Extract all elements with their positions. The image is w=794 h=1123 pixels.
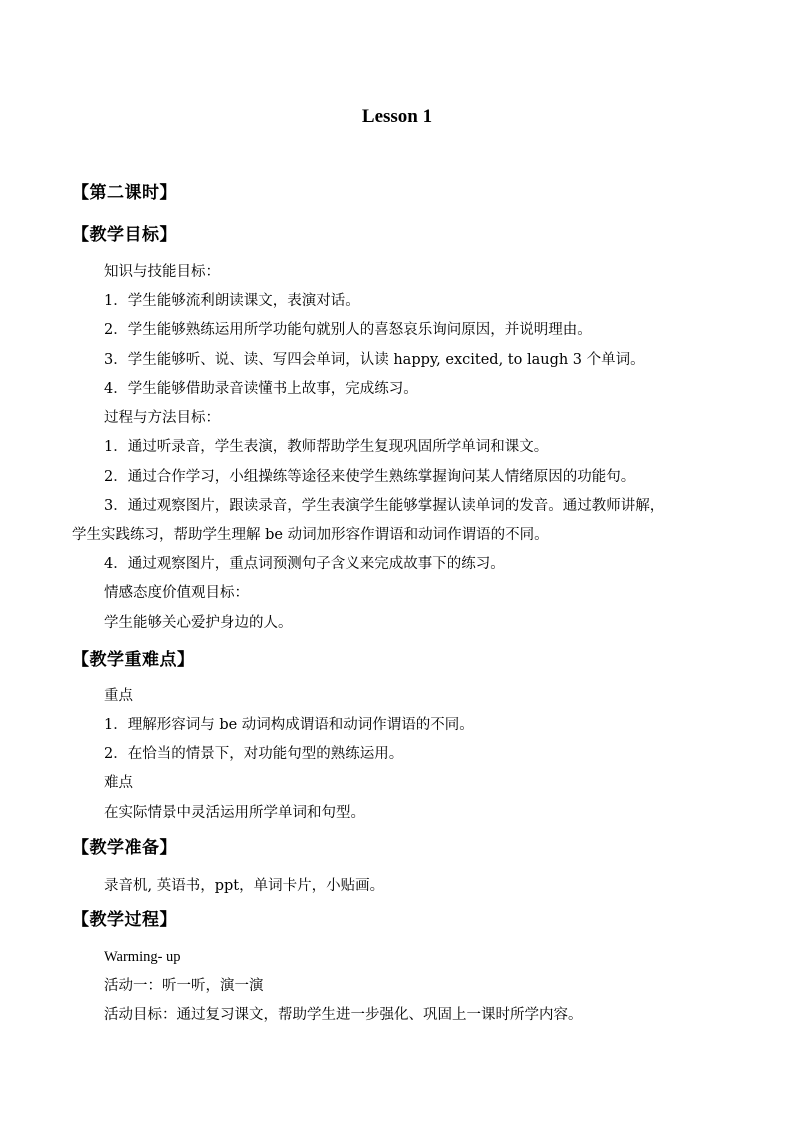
section-period: 【第二课时】 bbox=[72, 183, 177, 203]
method-title: 过程与方法目标： bbox=[104, 410, 220, 426]
knowledge-item-3: 3．学生能够听、说、读、写四会单词，认读 happy, excited, to laugh 3 个单词。 bbox=[104, 352, 645, 368]
key-title: 重点 bbox=[104, 688, 133, 704]
knowledge-item-4: 4．学生能够借助录音读懂书上故事，完成练习。 bbox=[104, 381, 418, 397]
section-preparation: 【教学准备】 bbox=[72, 838, 177, 858]
knowledge-item-2: 2．学生能够熟练运用所学功能句就别人的喜怒哀乐询问原因，并说明理由。 bbox=[104, 322, 592, 338]
section-keypoints: 【教学重难点】 bbox=[72, 650, 195, 670]
emotion-title: 情感态度价值观目标： bbox=[104, 585, 249, 601]
method-item-1: 1．通过听录音，学生表演，教师帮助学生复现巩固所学单词和课文。 bbox=[104, 439, 549, 455]
section-process: 【教学过程】 bbox=[72, 910, 177, 930]
section-objectives: 【教学目标】 bbox=[72, 225, 177, 245]
difficulty-title: 难点 bbox=[104, 775, 133, 791]
preparation-items: 录音机, 英语书，ppt，单词卡片，小贴画。 bbox=[104, 878, 385, 894]
activity-1-title: 活动一：听一听，演一演 bbox=[104, 978, 264, 994]
emotion-item-1: 学生能够关心爱护身边的人。 bbox=[104, 615, 293, 631]
difficulty-item-1: 在实际情景中灵活运用所学单词和句型。 bbox=[104, 805, 365, 821]
warmup-label: Warming- up bbox=[104, 949, 181, 965]
knowledge-title: 知识与技能目标： bbox=[104, 264, 220, 280]
key-item-1: 1．理解形容词与 be 动词构成谓语和动词作谓语的不同。 bbox=[104, 717, 474, 733]
activity-1-goal: 活动目标：通过复习课文，帮助学生进一步强化、巩固上一课时所学内容。 bbox=[104, 1007, 583, 1023]
page-title: Lesson 1 bbox=[361, 106, 433, 127]
method-item-4: 4．通过观察图片，重点词预测句子含义来完成故事下的练习。 bbox=[104, 556, 505, 572]
method-item-3b: 学生实践练习，帮助学生理解 be 动词加形容作谓语和动词作谓语的不同。 bbox=[72, 527, 549, 543]
method-item-3a: 3．通过观察图片，跟读录音，学生表演学生能够掌握认读单词的发音。通过教师讲解， bbox=[104, 498, 665, 514]
knowledge-item-1: 1．学生能够流利朗读课文，表演对话。 bbox=[104, 293, 360, 309]
key-item-2: 2．在恰当的情景下，对功能句型的熟练运用。 bbox=[104, 746, 404, 762]
method-item-2: 2．通过合作学习，小组操练等途径来使学生熟练掌握询问某人情绪原因的功能句。 bbox=[104, 469, 636, 485]
